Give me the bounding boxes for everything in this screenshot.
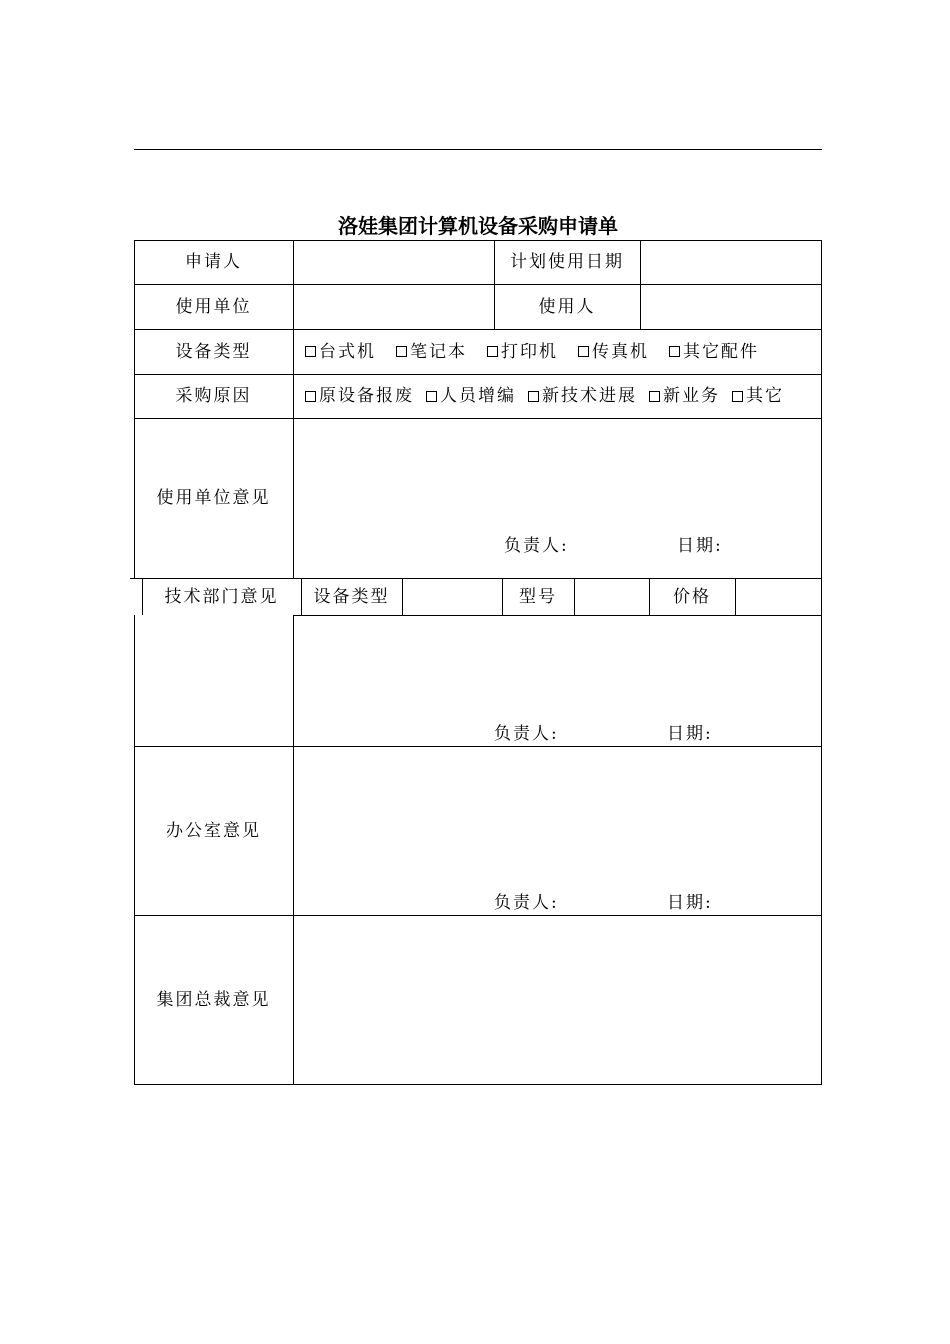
device-type-option[interactable] [578,342,649,362]
tech-device-type-field[interactable] [402,578,502,615]
checkbox-icon[interactable] [732,391,743,402]
option-label: 其它 [746,386,784,406]
tech-opinion-label: 技术部门意见 [164,586,279,607]
president-opinion-area[interactable] [293,915,821,1084]
checkbox-icon[interactable] [396,346,407,357]
unit-opinion-responsible-label: 负责人: [504,536,569,556]
office-opinion-area[interactable] [293,746,821,915]
option-label: 传真机 [592,341,649,362]
option-label: 笔记本 [410,341,467,362]
purchase-reason-options [305,374,821,418]
checkbox-icon[interactable] [305,391,316,402]
using-unit-field[interactable] [293,284,494,329]
device-type-options [305,329,821,374]
device-type-label: 设备类型 [175,341,252,362]
table-border-right [821,240,822,1084]
purchase-reason-label: 采购原因 [175,386,252,406]
applicant-field[interactable] [293,240,494,284]
header-rule [134,149,822,150]
unit-opinion-label: 使用单位意见 [156,488,271,508]
option-label: 其它配件 [683,341,759,362]
planned-date-label: 计划使用日期 [510,252,624,272]
purchase-reason-option[interactable] [649,386,720,406]
tech-price-label: 价格 [673,586,711,607]
unit-opinion-date-label: 日期: [677,536,723,556]
checkbox-icon[interactable] [487,346,498,357]
purchase-reason-option[interactable] [305,386,414,406]
planned-date-field[interactable] [640,240,821,284]
office-opinion-responsible-label: 负责人: [494,893,559,913]
office-opinion-label: 办公室意见 [166,820,261,841]
option-label: 台式机 [319,341,376,362]
purchase-reason-option[interactable] [732,386,784,406]
user-label: 使用人 [538,296,596,317]
device-type-option[interactable] [305,342,376,362]
checkbox-icon[interactable] [426,391,437,402]
tech-opinion-date-label: 日期: [667,724,713,744]
device-type-option[interactable] [396,342,467,362]
applicant-label: 申请人 [185,252,242,272]
president-opinion-label: 集团总裁意见 [156,989,271,1010]
option-label: 新技术进展 [542,386,637,406]
form-title: 洛娃集团计算机设备采购申请单 [338,214,618,238]
option-label: 人员增编 [440,386,516,406]
checkbox-icon[interactable] [578,346,589,357]
tech-model-field[interactable] [574,578,649,615]
checkbox-icon[interactable] [528,391,539,402]
using-unit-label: 使用单位 [175,296,252,317]
tech-opinion-responsible-label: 负责人: [494,724,559,744]
checkbox-icon[interactable] [649,391,660,402]
purchase-reason-option[interactable] [426,386,516,406]
checkbox-icon[interactable] [305,346,316,357]
option-label: 打印机 [501,341,558,362]
tech-price-field[interactable] [735,578,821,615]
office-opinion-date-label: 日期: [667,893,713,913]
user-field[interactable] [640,284,821,329]
checkbox-icon[interactable] [669,346,680,357]
device-type-option[interactable] [669,342,759,362]
table-border-bottom [134,1084,822,1085]
option-label: 新业务 [663,386,720,406]
option-label: 原设备报废 [319,386,414,406]
purchase-reason-option[interactable] [528,386,637,406]
tech-device-type-label: 设备类型 [313,586,390,607]
device-type-option[interactable] [487,342,558,362]
tech-model-label: 型号 [519,586,557,607]
